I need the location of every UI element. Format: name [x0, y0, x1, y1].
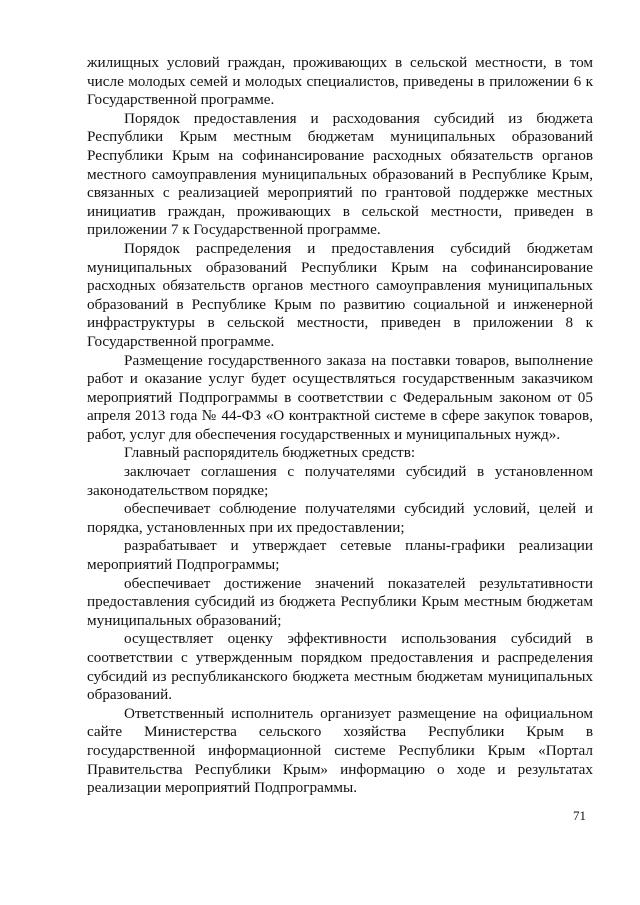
paragraph-9: обеспечивает достижение значений показателей результативности предоставления субсидий из бюджета Республики Крым местным бюджетам муниципальных образований;: [87, 574, 593, 629]
page-number: 71: [573, 808, 586, 823]
paragraph-11: Ответственный исполнитель организует размещение на официальном сайте Министерства сельского хозяйства Республики Крым в государственной информационной системе Республики Крым «Портал Правительства Республики Крым» информацию о ходе и результатах реализации мероприятий Подпрограммы.: [87, 704, 593, 797]
body-text: [87, 54, 593, 798]
paragraph-2: Порядок предоставления и расходования субсидий из бюджета Республики Крым местным бюджетам муниципальных образований Республики Крым на софинансирование расходных обязательств органов местного самоуправления муниципальных образований в Республике Крым, связанных с реализацией мероприятий по грантовой поддержке местных инициатив граждан, проживающих в сельской местности, приведен в приложении 7 к Государственной программе.: [87, 109, 593, 239]
paragraph-5: Главный распорядитель бюджетных средств:: [124, 444, 416, 462]
paragraph-1: жилищных условий граждан, проживающих в сельской местности, в том числе молодых семей и молодых специалистов, приведены в приложении 6 к Государственной программе.: [87, 54, 593, 109]
paragraph-10: осуществляет оценку эффективности использования субсидий в соответствии с утвержденным порядком предоставления и распределения субсидий из республиканского бюджета местным бюджетам муниципальных образований.: [87, 630, 593, 704]
paragraph-8: разрабатывает и утверждает сетевые планы-графики реализации мероприятий Подпрограммы;: [87, 537, 593, 574]
paragraph-7: обеспечивает соблюдение получателями субсидий условий, целей и порядка, установленных при их предоставлении;: [87, 500, 593, 536]
paragraph-6: заключает соглашения с получателями субсидий в установленном законодательством порядке;: [87, 463, 593, 499]
paragraph-3: Порядок распределения и предоставления субсидий бюджетам муниципальных образований Республики Крым на софинансирование расходных обязательств органов местного самоуправления муниципальных образований в Республике Крым по развитию социальной и инженерной инфраструктуры в сельской местности, приведен в приложении 8 к Государственной программе.: [87, 239, 593, 350]
paragraph-4: Размещение государственного заказа на поставки товаров, выполнение работ и оказание услуг будет осуществляться государственным заказчиком мероприятий Подпрограммы в соответствии с Федеральным законом от 05 апреля 2013 года № 44-ФЗ «О контрактной системе в сфере закупок товаров, работ, услуг для обеспечения государственных и муниципальных нужд».: [87, 351, 593, 443]
